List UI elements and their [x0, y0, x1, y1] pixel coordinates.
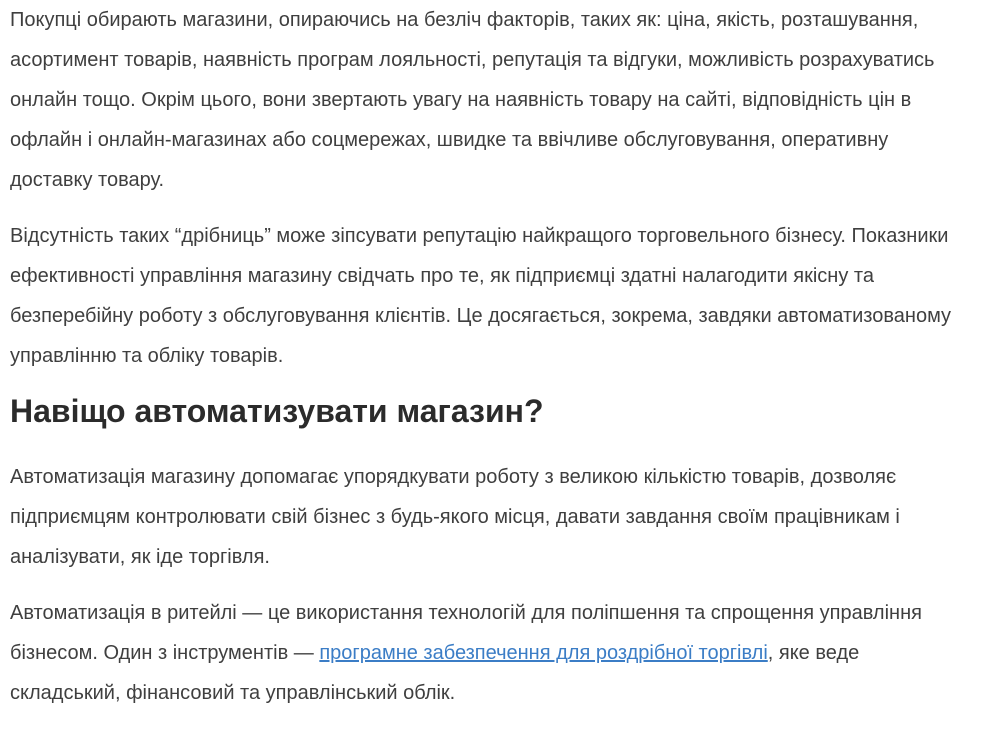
paragraph-text-after-link: , яке веде складський, фінансовий та управлінський облік.: [10, 642, 860, 704]
section-heading: Навіщо автоматизувати магазин?: [10, 393, 544, 429]
paragraph-text-before-link: Автоматизація в ритейлі — це використання технологій для поліпшення та спрощення управління бізнесом. Один з інструментів —: [10, 602, 922, 664]
retail-automation-paragraph: [10, 593, 970, 713]
retail-software-link[interactable]: програмне забезпечення для роздрібної торгівлі: [319, 642, 768, 664]
intro-paragraph: Покупці обирають магазини, опираючись на безліч факторів, таких як: ціна, якість, розташування, асортимент товарів, наявність програм лояльності, репутація та відгуки, можливість розрахуватись онлайн тощо. Окрім цього, вони звертають увагу на наявність товару на сайті, відповідність цін в офлайн і онлайн-магазинах або соцмережах, швидке та ввічливе обслуговування, оперативну доставку товару.: [10, 9, 935, 191]
efficiency-paragraph: Відсутність таких “дрібниць” може зіпсувати репутацію найкращого торговельного бізнесу. Показники ефективності управління магазину свідчать про те, як підприємці здатні налагодити якісну та безперебійну роботу з обслуговування клієнтів. Це досягається, зокрема, завдяки автоматизованому управлінню та обліку товарів.: [10, 225, 952, 367]
automation-benefits-paragraph: Автоматизація магазину допомагає упорядкувати роботу з великою кількістю товарів, дозволяє підприємцям контролювати свій бізнес з будь-якого місця, давати завдання своїм працівникам і аналізувати, як іде торгівля.: [10, 466, 900, 568]
